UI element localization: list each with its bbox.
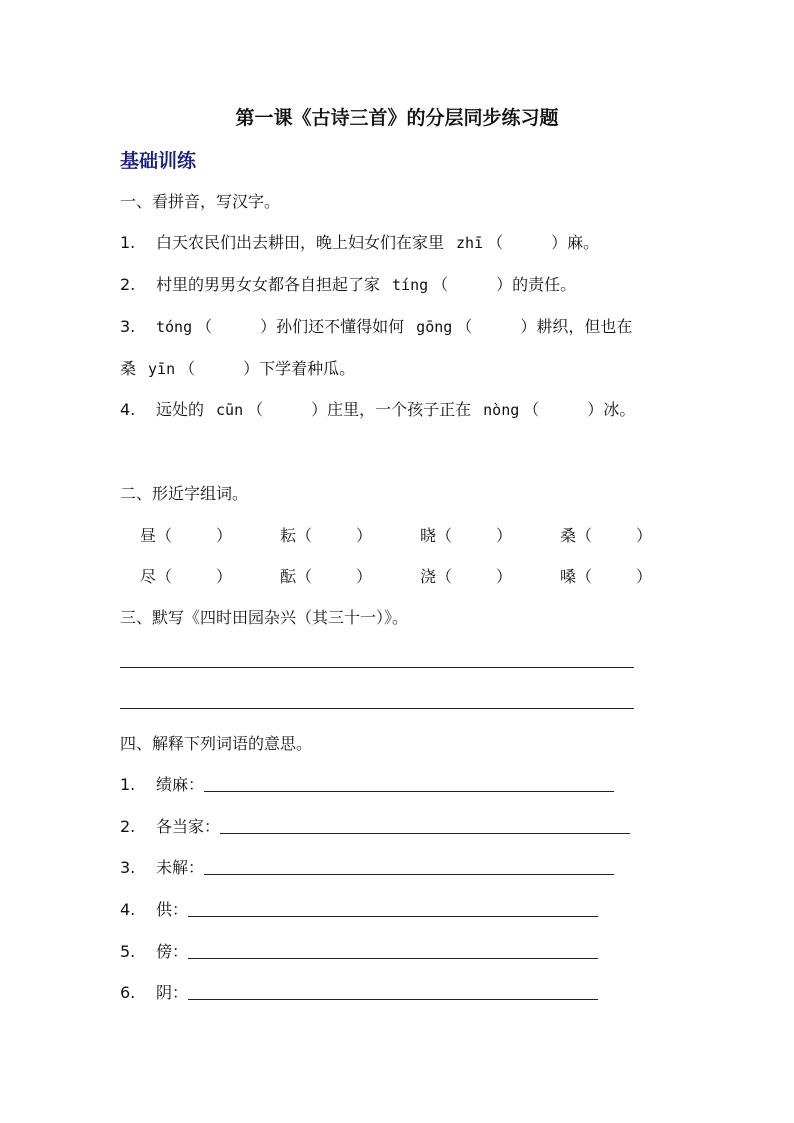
poem-writing-line[interactable] [120,708,634,709]
poem-writing-line[interactable] [120,667,634,668]
q4-item-6: 6. 阴： [120,981,598,1005]
answer-line[interactable] [188,900,598,917]
answer-line[interactable] [204,775,614,792]
q1-heading: 一、看拼音，写汉字。 [120,192,281,211]
q1-item-3-cont: 桑 yīn （ ）下学着种瓜。 [120,359,356,378]
answer-line[interactable] [220,817,630,834]
q1-item-1: 1. 白天农民们出去耕田，晚上妇女们在家里 zhī （ ）麻。 [120,233,600,252]
q4-heading: 四、解释下列词语的意思。 [120,734,313,753]
q4-item-3: 3. 未解： [120,856,614,880]
answer-line[interactable] [188,942,598,959]
section-heading: 基础训练 [120,150,197,172]
q1-item-3: 3. tóng （ ）孙们还不懂得如何 gōng （ ）耕织，但也在 [120,317,633,336]
q4-item-4: 4. 供： [120,898,598,922]
worksheet-page: 第一课《古诗三首》的分层同步练习题 基础训练 一、看拼音，写汉字。 1. 白天农民们出去耕田，晚上妇女们在家里 zhī （ ）麻。 2. 村里的男男女女都各自担起了家 tíng （ ）的责任。 3. tóng （ ）孙们还不懂得如何 gōng （ ）耕织，但也在 桑 yīn （ ）下学着种瓜。 4. 远处的 cūn （ ）庄里，一个孩子正在 nòng （ ）冰。 二、形近字组词。 昼（ ） 耘（ ） 晓（ ） 桑（ ） 尽（ ） 酝（ ） 浇（ ） 嗓（ ） 三、默写《四时田园杂兴（其三十一）》。 四、解释下列词语的意思。 1. 绩麻： 2. 各当家： 3. 未解： 4. 供： 5. 傍： 6. 阴： [0,0,794,1123]
q2-heading: 二、形近字组词。 [120,484,249,503]
q1-item-2: 2. 村里的男男女女都各自担起了家 tíng （ ）的责任。 [120,275,577,294]
q3-heading: 三、默写《四时田园杂兴（其三十一）》。 [120,608,409,627]
q4-item-5: 5. 傍： [120,940,598,964]
q4-item-2: 2. 各当家： [120,815,630,839]
q4-item-1: 1. 绩麻： [120,773,614,797]
page-title: 第一课《古诗三首》的分层同步练习题 [235,107,559,129]
answer-line[interactable] [188,983,598,1000]
answer-line[interactable] [204,858,614,875]
q1-item-4: 4. 远处的 cūn （ ）庄里，一个孩子正在 nòng （ ）冰。 [120,400,636,419]
